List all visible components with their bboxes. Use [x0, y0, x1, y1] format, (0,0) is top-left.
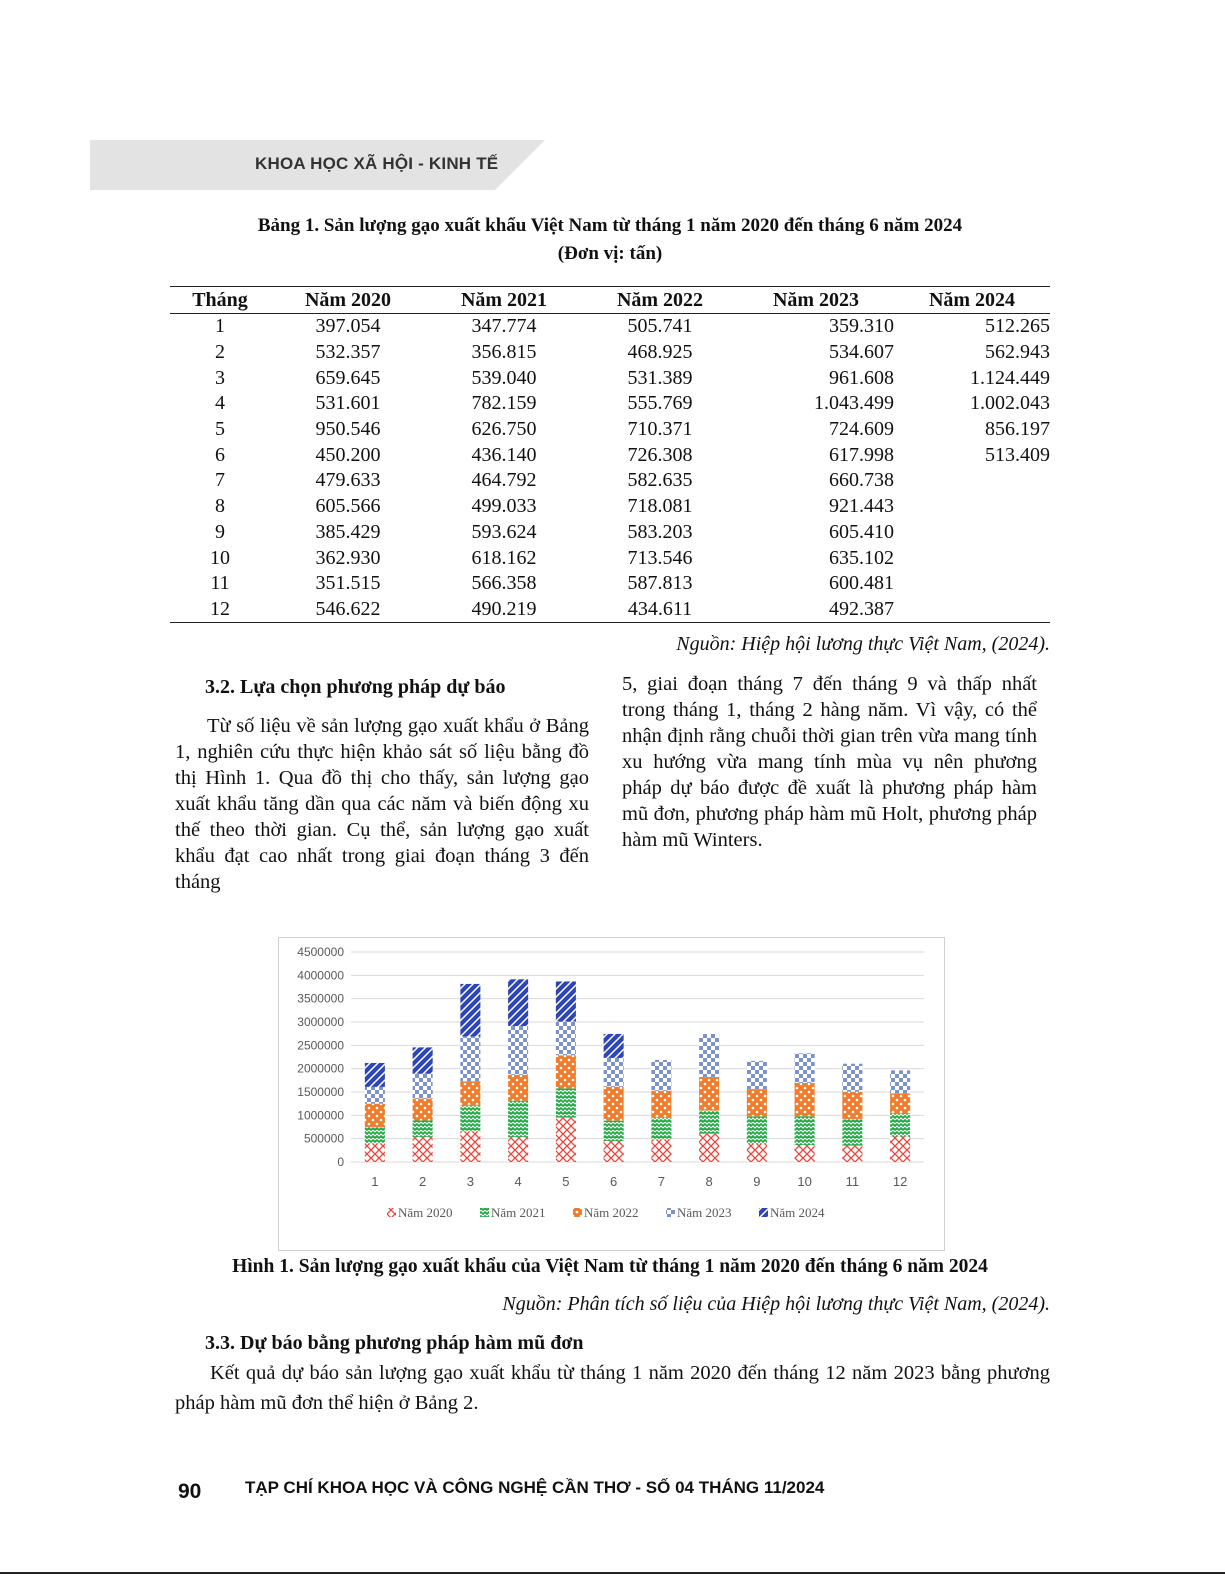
y-tick-label: 0	[337, 1155, 344, 1169]
value-cell: 1.124.449	[970, 366, 1050, 389]
legend-label: Năm 2022	[584, 1205, 639, 1220]
bar-segment	[651, 1140, 671, 1162]
value-cell: 713.546	[627, 546, 693, 569]
header-cell: Năm 2021	[426, 287, 582, 314]
value-cell: 468.925	[627, 341, 693, 364]
month-cell: 6	[215, 443, 225, 466]
month-cell: 7	[215, 469, 225, 492]
x-tick-label: 6	[610, 1174, 618, 1189]
bar-segment	[460, 984, 480, 1036]
legend-swatch	[573, 1208, 582, 1217]
month-cell: 3	[215, 366, 225, 389]
bar-segment	[795, 1053, 815, 1083]
table-row	[170, 545, 1050, 571]
header-cell: Năm 2020	[270, 287, 426, 314]
bar-segment	[365, 1127, 385, 1143]
value-cell: 492.387	[738, 597, 894, 623]
value-cell: 534.607	[829, 341, 894, 364]
bar-segment	[747, 1116, 767, 1144]
header-cell: Năm 2022	[582, 287, 738, 314]
value-cell: 512.265	[985, 315, 1050, 338]
x-tick-label: 2	[419, 1174, 427, 1189]
value-cell: 532.357	[315, 341, 381, 364]
bar-segment	[747, 1061, 767, 1089]
bar-segment	[795, 1116, 815, 1145]
value-cell: 362.930	[315, 546, 381, 569]
y-tick-label: 500000	[303, 1131, 344, 1146]
bar-segment	[365, 1087, 385, 1104]
section-header: KHOA HỌC XÃ HỘI - KINH TẾ	[255, 154, 499, 173]
y-tick-label: 4000000	[297, 968, 344, 983]
month-cell: 12	[170, 597, 270, 623]
table-row	[170, 468, 1050, 494]
bar-segment	[604, 1141, 624, 1162]
bar-segment	[460, 1081, 480, 1106]
bar-segment	[556, 1118, 576, 1162]
value-cell: 356.815	[471, 341, 537, 364]
table-row	[170, 365, 1050, 391]
section-3-2-left-paragraph: Từ số liệu về sản lượng gạo xuất khẩu ở Bảng 1, nghiên cứu thực hiện khảo sát số liệu bằng đồ thị Hình 1. Qua đồ thị cho thấy, sản lượng gạo xuất khẩu tăng dần qua các năm và biến động xu thế theo thời gian. Cụ thể, sản lượng gạo xuất khẩu đạt cao nhất trong giai đoạn tháng 3 đến tháng	[175, 715, 589, 893]
figure-caption: Hình 1. Sản lượng gạo xuất khẩu của Việt Nam từ tháng 1 năm 2020 đến tháng 6 năm 2024	[232, 1256, 988, 1277]
bar-segment	[604, 1058, 624, 1087]
value-cell: 351.515	[315, 572, 381, 595]
bar-segment	[842, 1119, 862, 1145]
table-row	[170, 340, 1050, 366]
table-row	[170, 520, 1050, 546]
y-tick-label: 2000000	[297, 1061, 344, 1076]
header-cell: Năm 2024	[894, 287, 1050, 314]
value-cell: 513.409	[985, 443, 1050, 466]
value-cell	[894, 597, 1050, 623]
table-row	[170, 494, 1050, 520]
value-cell	[894, 571, 1050, 597]
section-3-3-title: 3.3. Dự báo bằng phương pháp hàm mũ đơn	[205, 1332, 584, 1354]
bar-segment	[508, 1101, 528, 1138]
value-cell: 434.611	[582, 597, 738, 623]
value-cell: 659.645	[315, 366, 381, 389]
value-cell: 718.081	[627, 495, 693, 518]
x-tick-label: 3	[466, 1174, 474, 1189]
month-cell: 5	[215, 418, 225, 441]
x-tick-label: 4	[514, 1174, 522, 1189]
bar-segment	[508, 979, 528, 1026]
table-unit: (Đơn vị: tấn)	[557, 243, 663, 264]
section-3-2-title: 3.2. Lựa chọn phương pháp dự báo	[205, 676, 506, 698]
journal-name: TẠP CHÍ KHOA HỌC VÀ CÔNG NGHỆ CẦN THƠ - SỐ 04 THÁNG 11/2024	[245, 1478, 825, 1497]
y-tick-label: 2500000	[297, 1038, 344, 1053]
y-tick-label: 1500000	[297, 1085, 344, 1099]
value-cell: 450.200	[315, 443, 381, 466]
bar-segment	[795, 1083, 815, 1116]
value-cell	[894, 520, 1050, 546]
value-cell: 726.308	[627, 443, 693, 466]
bar-segment	[699, 1077, 719, 1111]
table-row	[170, 314, 1050, 340]
value-cell: 539.040	[471, 366, 537, 389]
bar-segment	[842, 1092, 862, 1119]
legend-label: Năm 2023	[677, 1205, 732, 1220]
figure-1-chart	[278, 937, 945, 1251]
value-cell: 583.203	[627, 520, 693, 543]
figure-source: Nguồn: Phân tích số liệu của Hiệp hội lương thực Việt Nam, (2024).	[502, 1293, 1050, 1315]
table-row	[170, 571, 1050, 597]
bar-segment	[556, 1055, 576, 1088]
stacked-bar-chart	[279, 938, 944, 1250]
legend-swatch	[480, 1208, 489, 1217]
value-cell: 782.159	[471, 392, 537, 415]
value-cell: 921.443	[829, 495, 894, 518]
x-tick-label: 5	[562, 1174, 570, 1189]
value-cell: 635.102	[829, 546, 894, 569]
x-tick-label: 10	[797, 1174, 812, 1189]
table-caption: Bảng 1. Sản lượng gạo xuất khẩu Việt Nam từ tháng 1 năm 2020 đến tháng 6 năm 2024	[257, 215, 963, 236]
bottom-rule	[0, 1572, 1225, 1574]
value-cell: 385.429	[315, 520, 381, 543]
value-cell: 1.002.043	[970, 392, 1050, 415]
header-cell: Năm 2023	[738, 287, 894, 314]
table-row	[170, 442, 1050, 468]
month-cell: 4	[215, 392, 225, 415]
bar-segment	[556, 1088, 576, 1117]
bar-segment	[556, 981, 576, 1021]
value-cell: 605.410	[829, 520, 894, 543]
table-header-row	[170, 287, 1050, 314]
bar-segment	[365, 1063, 385, 1087]
legend-label: Năm 2024	[770, 1205, 825, 1220]
value-cell: 600.481	[829, 572, 894, 595]
y-tick-label: 3500000	[297, 991, 344, 1006]
bar-segment	[604, 1087, 624, 1121]
y-tick-label: 1000000	[297, 1108, 344, 1123]
x-tick-label: 9	[753, 1174, 761, 1189]
value-cell: 618.162	[471, 546, 537, 569]
bar-segment	[413, 1047, 433, 1073]
bar-segment	[651, 1060, 671, 1091]
bar-segment	[651, 1118, 671, 1140]
bar-segment	[747, 1144, 767, 1162]
month-cell: 10	[210, 546, 230, 569]
value-cell: 531.601	[315, 392, 381, 415]
y-tick-label: 3000000	[297, 1015, 344, 1029]
value-cell: 626.750	[471, 418, 537, 441]
value-cell: 347.774	[471, 315, 537, 338]
value-cell: 605.566	[315, 495, 381, 518]
value-cell: 660.738	[829, 469, 894, 492]
table-row	[170, 597, 1050, 623]
bar-segment	[842, 1146, 862, 1162]
legend-swatch	[387, 1208, 396, 1217]
bar-segment	[413, 1137, 433, 1162]
value-cell: 359.310	[829, 315, 894, 338]
bar-segment	[556, 1021, 576, 1055]
section-3-3-paragraph: Kết quả dự báo sản lượng gạo xuất khẩu từ tháng 1 năm 2020 đến tháng 12 năm 2023 bằng phương pháp hàm mũ đơn thể hiện ở Bảng 2.	[175, 1362, 1050, 1414]
rice-export-table	[170, 286, 1050, 623]
value-cell: 490.219	[426, 597, 582, 623]
month-cell: 1	[215, 315, 225, 338]
month-cell: 2	[215, 341, 225, 364]
value-cell: 961.608	[829, 366, 894, 389]
x-tick-label: 8	[705, 1174, 713, 1189]
x-tick-label: 1	[371, 1174, 379, 1189]
value-cell: 566.358	[471, 572, 537, 595]
table-source: Nguồn: Hiệp hội lương thực Việt Nam, (2024).	[676, 633, 1050, 655]
bar-segment	[699, 1110, 719, 1133]
value-cell: 950.546	[315, 418, 381, 441]
bar-segment	[413, 1074, 433, 1099]
bar-segment	[413, 1099, 433, 1121]
x-tick-label: 11	[845, 1174, 860, 1189]
bar-segment	[890, 1093, 910, 1113]
bar-segment	[699, 1134, 719, 1162]
value-cell: 531.389	[627, 366, 693, 389]
month-cell: 9	[215, 520, 225, 543]
value-cell: 582.635	[627, 469, 693, 492]
bar-segment	[604, 1121, 624, 1141]
value-cell: 856.197	[985, 418, 1050, 441]
bar-segment	[365, 1143, 385, 1162]
page-number: 90	[178, 1480, 202, 1503]
bar-segment	[460, 1036, 480, 1081]
bar-segment	[508, 1075, 528, 1101]
table-row	[170, 391, 1050, 417]
header-cell: Tháng	[170, 287, 270, 314]
bar-segment	[508, 1026, 528, 1075]
value-cell: 499.033	[471, 495, 537, 518]
bar-segment	[890, 1114, 910, 1137]
value-cell: 724.609	[829, 418, 894, 441]
table-row	[170, 417, 1050, 443]
bar-segment	[699, 1034, 719, 1077]
bar-segment	[842, 1064, 862, 1092]
value-cell: 546.622	[270, 597, 426, 623]
bar-segment	[890, 1136, 910, 1162]
value-cell: 464.792	[471, 469, 537, 492]
value-cell	[894, 545, 1050, 571]
bar-segment	[460, 1131, 480, 1162]
value-cell: 587.813	[627, 572, 693, 595]
bar-segment	[651, 1091, 671, 1118]
value-cell: 562.943	[985, 341, 1050, 364]
bar-segment	[413, 1121, 433, 1138]
value-cell	[894, 468, 1050, 494]
bar-segment	[365, 1104, 385, 1128]
x-tick-label: 12	[892, 1174, 908, 1189]
value-cell: 397.054	[315, 315, 381, 338]
value-cell: 593.624	[471, 520, 537, 543]
month-cell: 8	[215, 495, 225, 518]
value-cell: 710.371	[627, 418, 693, 441]
x-tick-label: 7	[657, 1174, 665, 1189]
section-3-2-right-paragraph: 5, giai đoạn tháng 7 đến tháng 9 và thấp nhất trong tháng 1, tháng 2 hàng năm. Vì vậy, có thể nhận định rằng chuỗi thời gian trên vừa mang tính xu hướng vừa mang tính mùa vụ nên phương pháp dự báo được đề xuất là phương pháp hàm mũ đơn, phương pháp hàm mũ Holt, phương pháp hàm mũ Winters.	[622, 673, 1037, 851]
value-cell: 479.633	[315, 469, 381, 492]
value-cell: 617.998	[829, 443, 894, 466]
legend-label: Năm 2021	[491, 1205, 546, 1220]
value-cell: 555.769	[627, 392, 693, 415]
legend-swatch	[666, 1208, 675, 1217]
y-tick-label: 4500000	[297, 945, 344, 959]
value-cell: 1.043.499	[814, 392, 894, 415]
legend-label: Năm 2020	[398, 1205, 453, 1220]
bar-segment	[460, 1106, 480, 1131]
bar-segment	[508, 1137, 528, 1162]
bar-segment	[795, 1145, 815, 1162]
value-cell: 505.741	[627, 315, 693, 338]
bar-segment	[890, 1070, 910, 1093]
value-cell: 436.140	[471, 443, 537, 466]
legend-swatch	[759, 1208, 768, 1217]
value-cell	[894, 494, 1050, 520]
bar-segment	[747, 1089, 767, 1116]
month-cell: 11	[210, 572, 230, 595]
bar-segment	[604, 1034, 624, 1058]
